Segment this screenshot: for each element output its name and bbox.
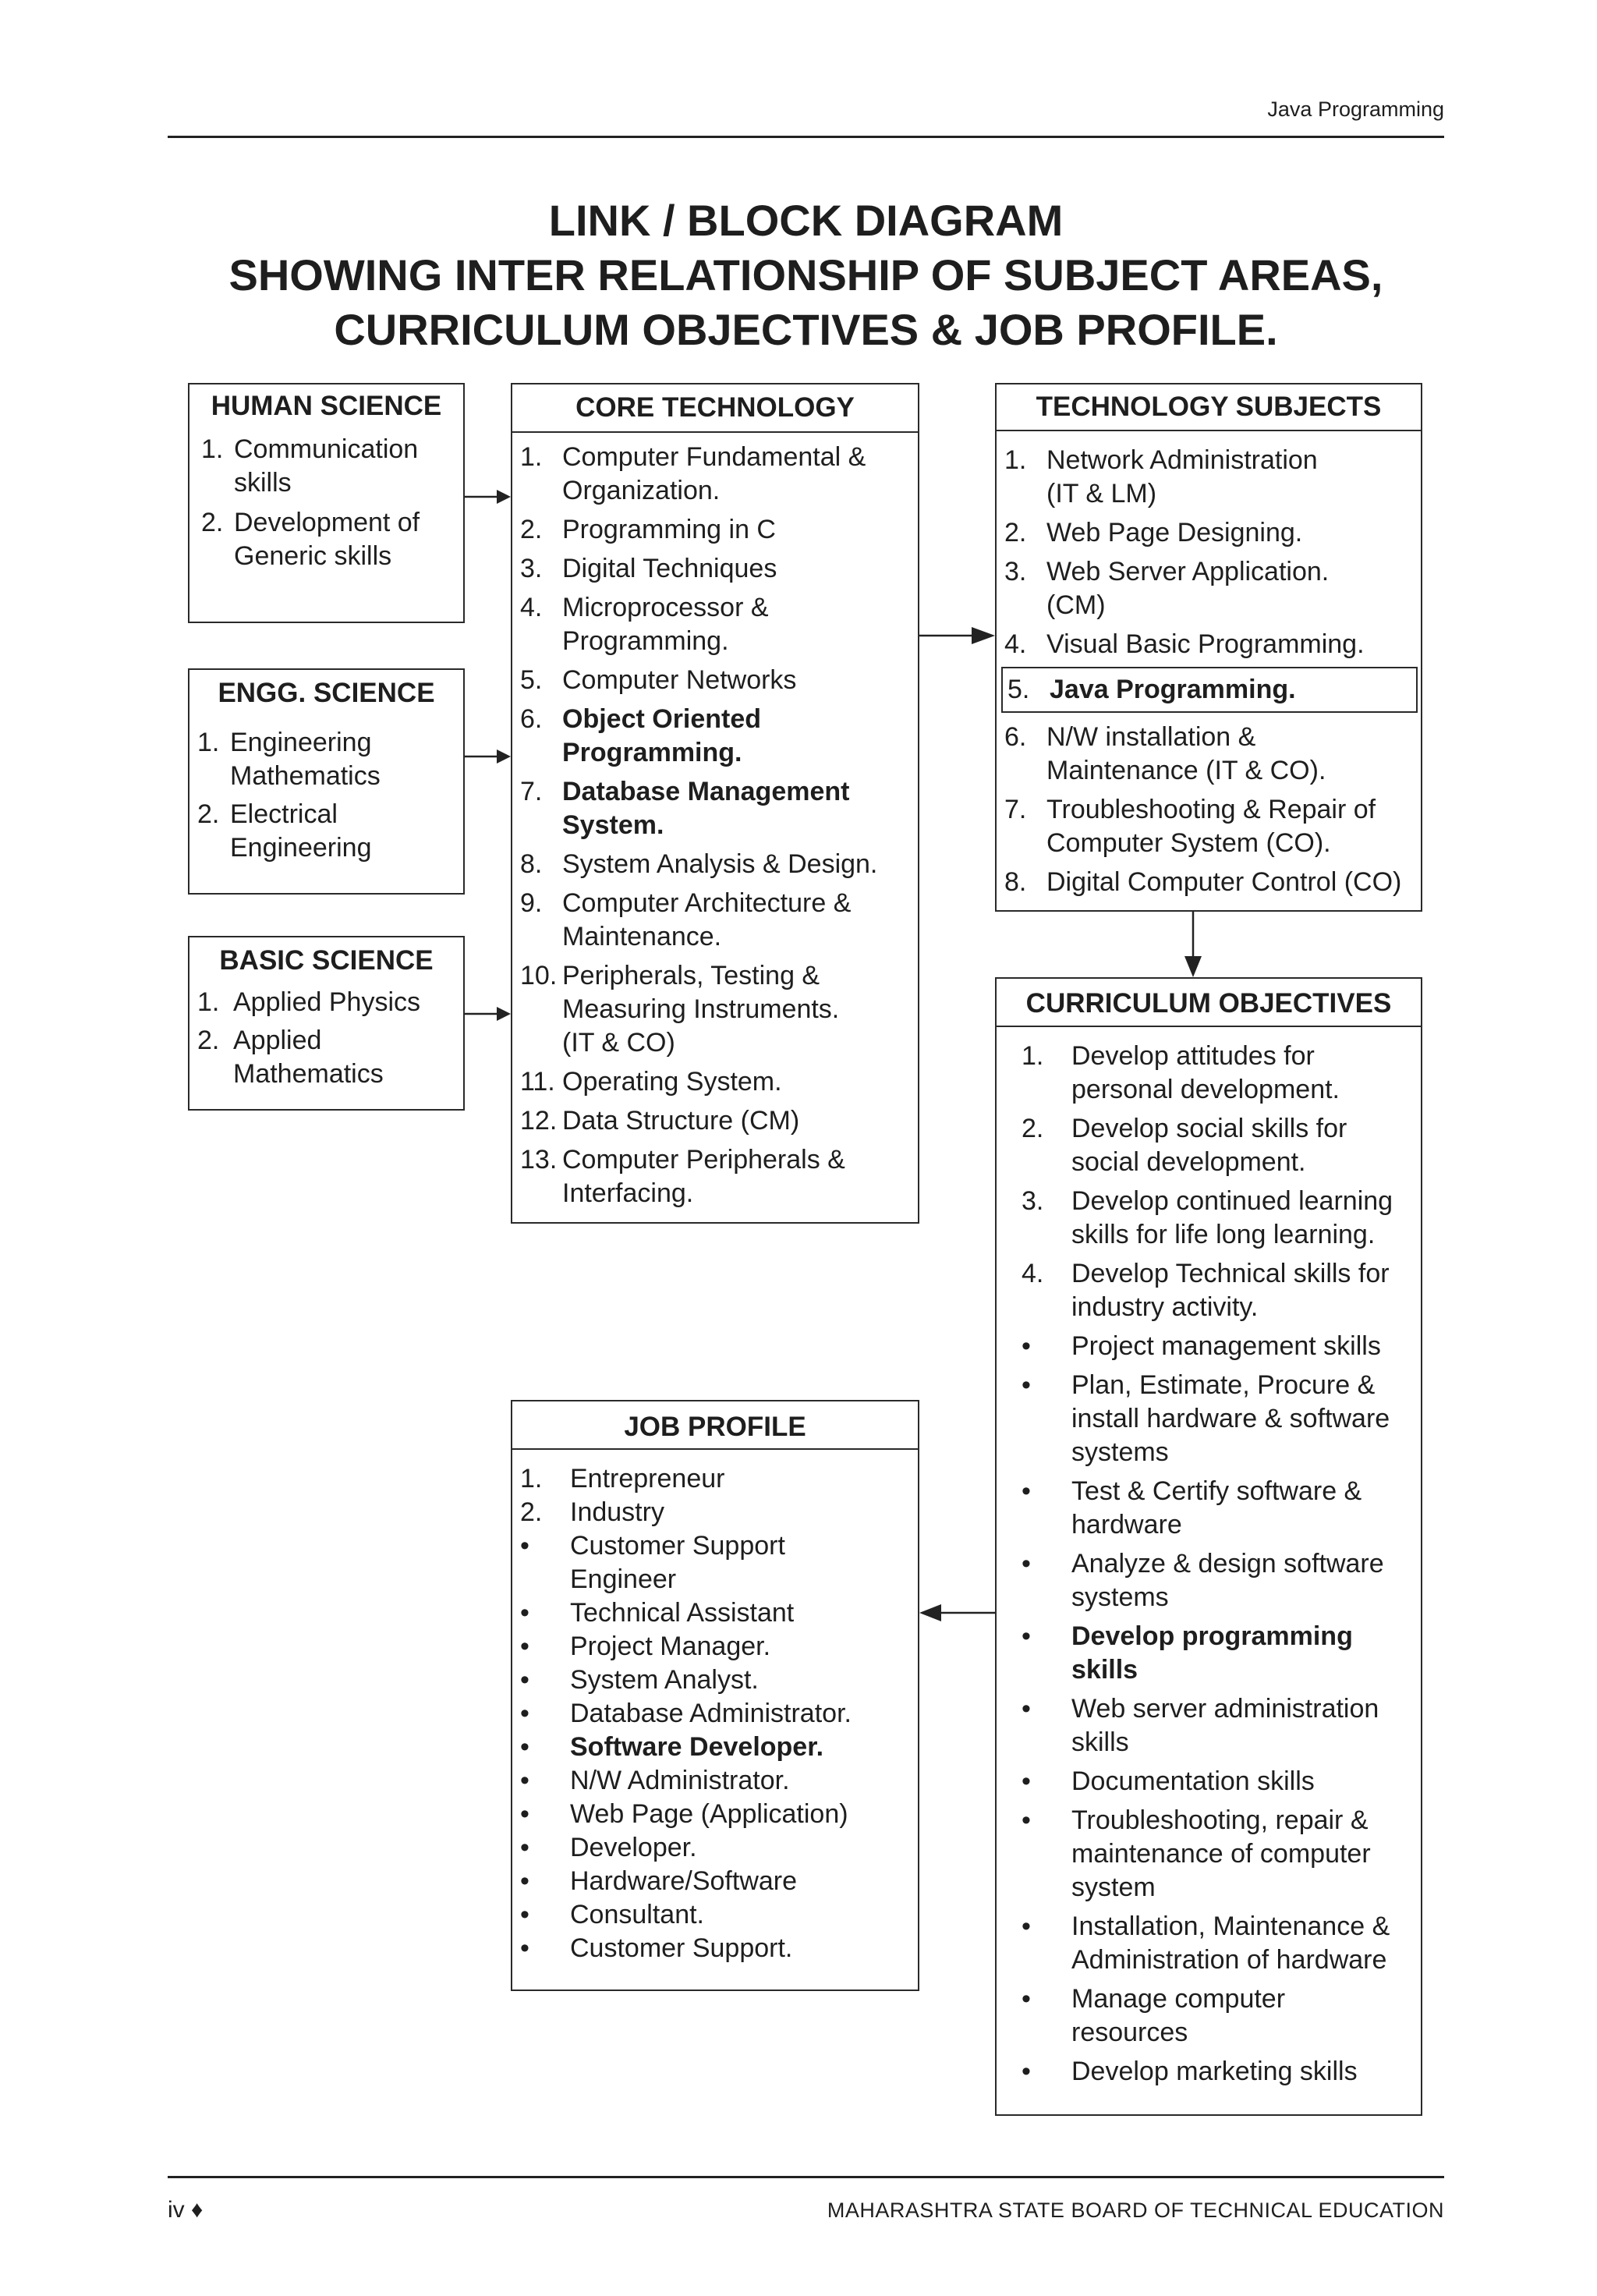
item-marker: 1. xyxy=(1004,445,1027,475)
item-text: Industry xyxy=(570,1497,664,1527)
bullet-icon: • xyxy=(1022,1766,1031,1796)
item-number: 1. xyxy=(197,728,220,757)
item-marker: 4. xyxy=(1022,1259,1044,1288)
running-head: Java Programming xyxy=(1267,97,1444,121)
item-text: Develop attitudes for personal development. xyxy=(1071,1041,1340,1104)
item-text: Plan, Estimate, Procure & install hardware & software systems xyxy=(1071,1370,1390,1467)
item-text: Manage computer resources xyxy=(1071,1984,1286,2047)
item-marker: 9. xyxy=(520,888,543,918)
item-marker: 5. xyxy=(1007,675,1030,704)
item-text: Installation, Maintenance & Administration of hardware xyxy=(1071,1912,1390,1975)
item-text: N/W Administrator. xyxy=(570,1766,790,1795)
item-marker: 7. xyxy=(1004,795,1027,824)
item-text: Applied Mathematics xyxy=(233,1026,384,1089)
item-marker: • xyxy=(520,1732,529,1762)
item-text: Consultant. xyxy=(570,1900,704,1929)
item-marker: 3. xyxy=(1022,1186,1044,1216)
item-marker: 4. xyxy=(1004,629,1027,659)
curriculum-objectives-title: CURRICULUM OBJECTIVES xyxy=(997,979,1421,1027)
item-text: Network Administration (IT & LM) xyxy=(1046,445,1318,508)
bullet-icon: • xyxy=(1022,2057,1031,2086)
item-text: Customer Support. xyxy=(570,1933,793,1963)
item-text: Web Page Designing. xyxy=(1046,518,1303,547)
item-text: Web Server Application. (CM) xyxy=(1046,557,1330,620)
bullet-icon: • xyxy=(1022,1984,1031,2014)
item-text: Computer Architecture & Maintenance. xyxy=(562,888,852,951)
item-marker: 5. xyxy=(520,665,543,695)
item-text: Visual Basic Programming. xyxy=(1046,629,1365,659)
item-marker: 10. xyxy=(520,961,558,990)
item-text: Web server administration skills xyxy=(1071,1694,1379,1757)
basic-science-title: BASIC SCIENCE xyxy=(219,945,434,976)
item-marker: • xyxy=(520,1799,529,1829)
item-marker: 8. xyxy=(1004,867,1027,897)
job-profile-title: JOB PROFILE xyxy=(512,1401,918,1450)
item-number: 1. xyxy=(201,434,224,464)
item-text: Data Structure (CM) xyxy=(562,1106,800,1136)
item-text: Develop continued learning skills for life long learning. xyxy=(1071,1186,1393,1249)
bullet-icon: • xyxy=(1022,1370,1031,1400)
item-number: 1. xyxy=(197,987,220,1017)
item-marker: 12. xyxy=(520,1106,558,1136)
page-number: iv ♦ xyxy=(168,2197,204,2223)
arrowhead-basic xyxy=(497,1007,511,1021)
item-marker: 8. xyxy=(520,849,543,879)
item-marker: • xyxy=(520,1833,529,1862)
title-line-2: SHOWING INTER RELATIONSHIP OF SUBJECT AREAS, xyxy=(228,250,1383,299)
item-text: Applied Physics xyxy=(233,987,421,1017)
publisher: MAHARASHTRA STATE BOARD OF TECHNICAL EDUCATION xyxy=(827,2199,1444,2222)
title-line-1: LINK / BLOCK DIAGRAM xyxy=(548,196,1064,245)
item-text: Develop Technical skills for industry activity. xyxy=(1071,1259,1390,1322)
item-marker: 3. xyxy=(1004,557,1027,586)
item-marker: • xyxy=(520,1632,529,1661)
arrowhead-curriculum xyxy=(1184,956,1202,977)
item-text: Engineering Mathematics xyxy=(230,728,381,791)
item-text: Develop marketing skills xyxy=(1071,2057,1358,2086)
arrowhead-tech xyxy=(972,627,995,644)
item-text: Microprocessor & Programming. xyxy=(562,593,769,656)
item-marker: 3. xyxy=(520,554,543,583)
core-technology-title: CORE TECHNOLOGY xyxy=(512,384,918,433)
item-text: Develop social skills for social development. xyxy=(1071,1114,1347,1177)
item-marker: 13. xyxy=(520,1145,558,1175)
item-text: Communication skills xyxy=(234,434,419,498)
bullet-icon: • xyxy=(1022,1549,1031,1578)
arrowhead-job xyxy=(919,1604,941,1621)
item-marker: • xyxy=(520,1665,529,1695)
item-text: N/W installation & Maintenance (IT & CO). xyxy=(1046,722,1326,785)
item-text: Project Manager. xyxy=(570,1632,771,1661)
item-marker: 7. xyxy=(520,777,543,806)
footer-rule xyxy=(168,2176,1444,2178)
item-marker: • xyxy=(520,1531,529,1561)
item-marker: • xyxy=(520,1598,529,1628)
item-text: Operating System. xyxy=(562,1067,782,1097)
bullet-icon: • xyxy=(1022,1331,1031,1361)
item-text: Documentation skills xyxy=(1071,1766,1315,1796)
item-text: Troubleshooting & Repair of Computer System (CO). xyxy=(1046,795,1376,858)
item-marker: 2. xyxy=(520,515,543,544)
item-marker: • xyxy=(520,1699,529,1728)
item-marker: • xyxy=(520,1933,529,1963)
item-text: Electrical Engineering xyxy=(230,799,372,863)
item-text: Computer Peripherals & Interfacing. xyxy=(562,1145,845,1208)
item-text: Project management skills xyxy=(1071,1331,1381,1361)
bullet-icon: • xyxy=(1022,1621,1031,1651)
item-text: Programming in C xyxy=(562,515,776,544)
arrowhead-engg xyxy=(497,749,511,764)
item-marker: • xyxy=(520,1900,529,1929)
item-number: 2. xyxy=(201,508,224,537)
title-line-3: CURRICULUM OBJECTIVES & JOB PROFILE. xyxy=(334,305,1278,354)
item-marker: • xyxy=(520,1866,529,1896)
item-text: Analyze & design software systems xyxy=(1071,1549,1384,1612)
item-text: System Analysis & Design. xyxy=(562,849,878,879)
item-text: Software Developer. xyxy=(570,1732,824,1762)
item-text: Troubleshooting, repair & maintenance of computer system xyxy=(1071,1805,1371,1902)
item-marker: 1. xyxy=(520,1464,543,1493)
bullet-icon: • xyxy=(1022,1694,1031,1724)
item-marker: 6. xyxy=(1004,722,1027,752)
item-text: Database Administrator. xyxy=(570,1699,852,1728)
item-number: 2. xyxy=(197,1026,220,1055)
item-text: Digital Techniques xyxy=(562,554,777,583)
bullet-icon: • xyxy=(1022,1476,1031,1506)
item-text: Java Programming. xyxy=(1050,675,1296,704)
bullet-icon: • xyxy=(1022,1805,1031,1835)
bullet-icon: • xyxy=(1022,1912,1031,1941)
human-science-title: HUMAN SCIENCE xyxy=(211,391,442,421)
item-text: Object Oriented Programming. xyxy=(562,704,762,767)
item-text: Hardware/Software xyxy=(570,1866,798,1896)
item-marker: 11. xyxy=(520,1067,555,1097)
item-text: Customer Support Engineer xyxy=(570,1531,785,1594)
item-marker: 1. xyxy=(1022,1041,1044,1071)
item-text: Digital Computer Control (CO) xyxy=(1046,867,1402,897)
item-text: System Analyst. xyxy=(570,1665,759,1695)
item-text: Computer Fundamental & Organization. xyxy=(562,442,866,505)
item-text: Technical Assistant xyxy=(570,1598,795,1628)
item-marker: 2. xyxy=(1022,1114,1044,1143)
item-text: Test & Certify software & hardware xyxy=(1071,1476,1362,1540)
item-marker: 2. xyxy=(1004,518,1027,547)
item-text: Developer. xyxy=(570,1833,697,1862)
item-marker: 2. xyxy=(520,1497,543,1527)
engg-science-title: ENGG. SCIENCE xyxy=(218,678,435,708)
item-marker: 1. xyxy=(520,442,543,472)
item-text: Develop programming skills xyxy=(1071,1621,1353,1685)
item-text: Entrepreneur xyxy=(570,1464,725,1493)
item-text: Development of Generic skills xyxy=(234,508,420,571)
item-text: Web Page (Application) xyxy=(570,1799,848,1829)
technology-subjects-title: TECHNOLOGY SUBJECTS xyxy=(997,384,1421,431)
item-text: Computer Networks xyxy=(562,665,797,695)
item-marker: 6. xyxy=(520,704,543,734)
item-marker: • xyxy=(520,1766,529,1795)
item-text: Database Management System. xyxy=(562,777,850,840)
item-number: 2. xyxy=(197,799,220,829)
item-text: Peripherals, Testing & Measuring Instruments. (IT & CO) xyxy=(562,961,840,1058)
arrowhead-human xyxy=(497,490,511,504)
item-marker: 4. xyxy=(520,593,543,622)
